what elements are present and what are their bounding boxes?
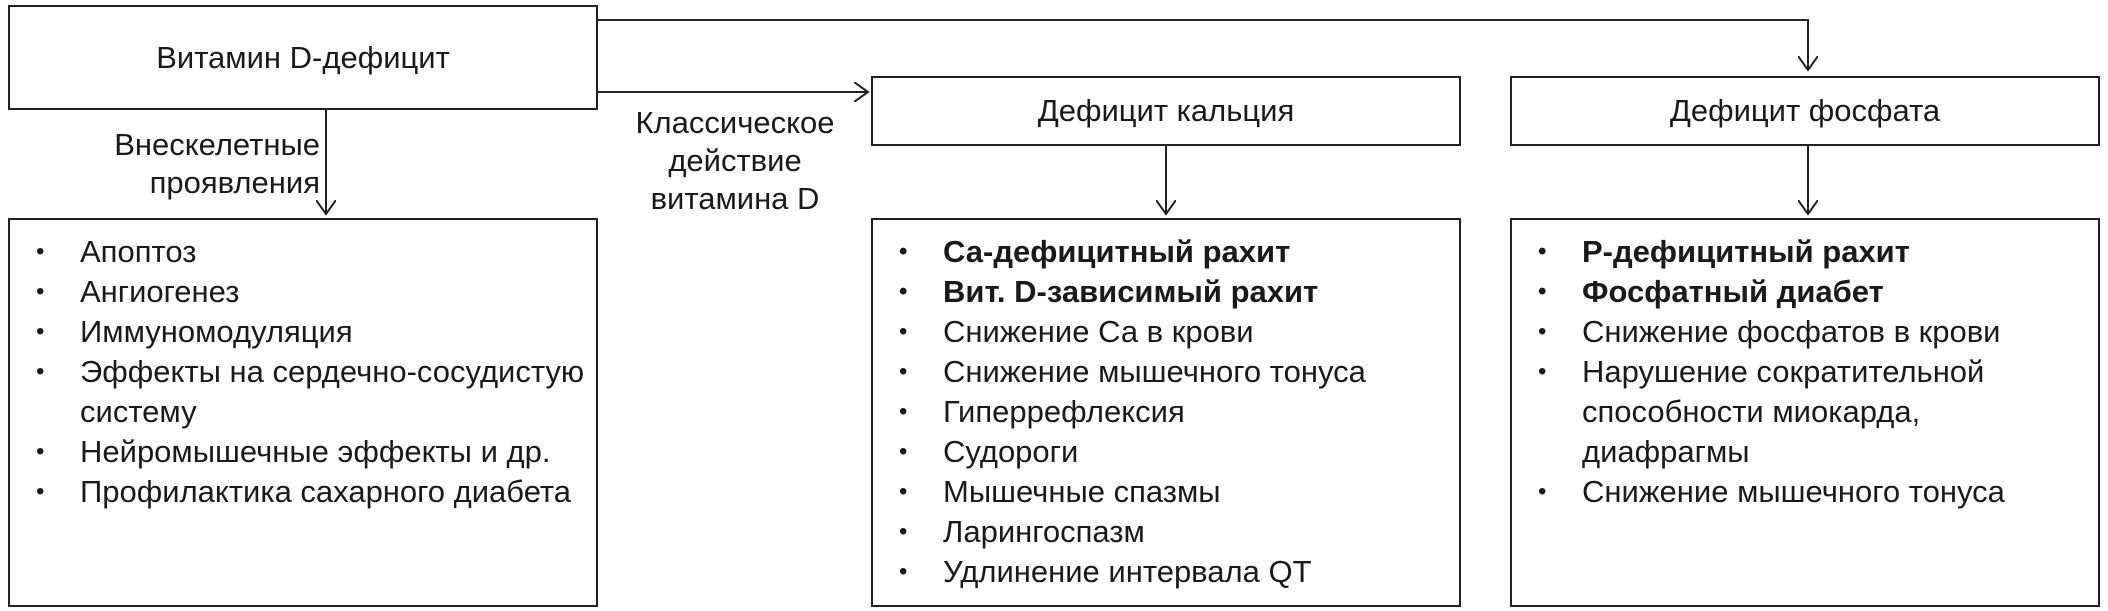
- list-item: • Гиперрефлексия: [873, 392, 1459, 432]
- extraskeletal-label: [40, 126, 320, 202]
- list-item: • Иммуномодуляция: [10, 312, 596, 352]
- list-item: • Снижение Са в крови: [873, 312, 1459, 352]
- list-item: • Снижение мышечного тонуса: [873, 352, 1459, 392]
- list-item: • Са-дефицитный рахит: [873, 232, 1459, 272]
- list-item: • Ларингоспазм: [873, 512, 1459, 552]
- list-item: • Удлинение интервала QT: [873, 552, 1459, 592]
- root-title: Витамин D-дефицит: [156, 39, 450, 75]
- phosphate-deficit-box: [1510, 76, 2100, 146]
- classic-label-line3: витамина D: [650, 181, 820, 216]
- list-item: • Эффекты на сердечно-сосудистую систему: [10, 352, 596, 432]
- classic-action-label: [610, 104, 860, 218]
- list-item: • Р-дефицитный рахит: [1512, 232, 2098, 272]
- extraskeletal-label-line2: проявления: [149, 165, 320, 200]
- calcium-title: Дефицит кальция: [1037, 93, 1295, 128]
- calcium-deficit-box: [871, 76, 1461, 146]
- list-item: • Ангиогенез: [10, 272, 596, 312]
- list-item: • Апоптоз: [10, 232, 596, 272]
- list-item: • Нейромышечные эффекты и др.: [10, 432, 596, 472]
- classic-label-line1: Классическое: [635, 105, 835, 140]
- list-item: • Мышечные спазмы: [873, 472, 1459, 512]
- list-item: • Снижение фосфатов в крови: [1512, 312, 2098, 352]
- phosphate-title: Дефицит фосфата: [1669, 93, 1941, 128]
- calcium-list-box: [871, 218, 1461, 607]
- extraskeletal-label-line1: Внескелетные: [114, 127, 320, 162]
- list-item: • Фосфатный диабет: [1512, 272, 2098, 312]
- list-item: • Вит. D-зависимый рахит: [873, 272, 1459, 312]
- list-item: • Снижение мышечного тонуса: [1512, 472, 2098, 512]
- classic-label-line2: действие: [668, 143, 802, 178]
- list-item: • Судороги: [873, 432, 1459, 472]
- phosphate-list-box: [1510, 218, 2100, 607]
- phosphate-list: [1512, 232, 2098, 512]
- extraskeletal-list: [10, 232, 596, 512]
- list-item: • Нарушение сократительной способности миокарда, диафрагмы: [1512, 352, 2098, 472]
- arrow-root-to-phosphate: [598, 20, 1808, 70]
- list-item: • Профилактика сахарного диабета: [10, 472, 596, 512]
- extraskeletal-list-box: [8, 218, 598, 607]
- root-box: [8, 5, 598, 110]
- calcium-list: [873, 232, 1459, 592]
